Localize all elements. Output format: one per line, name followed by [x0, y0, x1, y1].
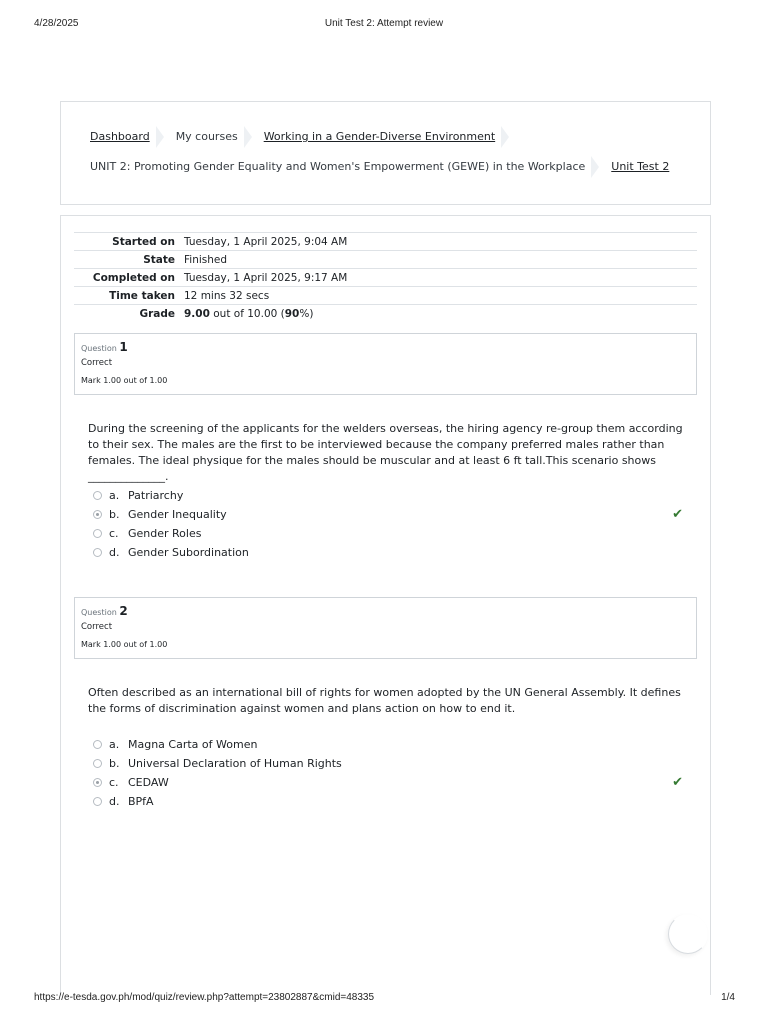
breadcrumb-row-1: [90, 126, 521, 148]
attempt-review: [60, 215, 711, 995]
breadcrumb: [60, 101, 711, 205]
check-icon: ✔: [672, 507, 683, 522]
print-title: Unit Test 2: Attempt review: [324, 18, 444, 29]
breadcrumb-unit[interactable]: UNIT 2: Promoting Gender Equality and Women's Empowerment (GEWE) in the Workplace: [90, 160, 586, 173]
answer-letter: b.: [109, 508, 120, 521]
chevron-right-icon: [244, 126, 252, 148]
answer-option[interactable]: [93, 505, 683, 524]
answer-option[interactable]: [93, 773, 683, 792]
answer-list-1: [93, 486, 683, 562]
radio-button[interactable]: [93, 529, 102, 538]
answer-option[interactable]: [93, 543, 683, 562]
completed-value: Tuesday, 1 April 2025, 9:17 AM: [179, 269, 697, 287]
breadcrumb-unit-test[interactable]: Unit Test 2: [611, 160, 670, 173]
check-icon: ✔: [672, 775, 683, 790]
answer-text: Universal Declaration of Human Rights: [128, 757, 342, 770]
attempt-summary-table: [74, 232, 697, 323]
answer-list-2: [93, 735, 683, 811]
question-state: Correct: [81, 622, 113, 632]
question-mark: Mark 1.00 out of 1.00: [81, 640, 168, 649]
answer-text: CEDAW: [128, 776, 169, 789]
print-header: [0, 18, 768, 32]
table-row: [74, 287, 697, 305]
answer-letter: b.: [109, 757, 120, 770]
table-row: [74, 269, 697, 287]
question-num: 2: [119, 604, 128, 618]
grade-percent: 90: [284, 307, 300, 320]
table-row: [74, 233, 697, 251]
question-mark: Mark 1.00 out of 1.00: [81, 376, 168, 385]
chevron-right-icon: [591, 156, 599, 178]
grade-close: %): [299, 307, 314, 320]
question-label: Question: [81, 608, 117, 617]
print-footer: [0, 992, 768, 1006]
answer-option[interactable]: [93, 524, 683, 543]
breadcrumb-course[interactable]: Working in a Gender-Diverse Environment: [263, 130, 496, 143]
radio-button-selected[interactable]: [93, 510, 102, 519]
started-value: Tuesday, 1 April 2025, 9:04 AM: [179, 233, 697, 251]
radio-button[interactable]: [93, 759, 102, 768]
started-label: Started on: [74, 233, 179, 251]
answer-text: Gender Roles: [128, 527, 202, 540]
answer-option[interactable]: [93, 792, 683, 811]
table-row: [74, 305, 697, 323]
print-page-number: 1/4: [721, 992, 735, 1003]
question-info-1: [74, 333, 697, 395]
answer-text: Gender Subordination: [128, 546, 249, 559]
question-text-2: Often described as an international bill of rights for women adopted by the UN General Assembly. It defines the forms of discrimination against women and plans action on how to end it.: [88, 686, 681, 715]
table-row: [74, 251, 697, 269]
print-url: https://e-tesda.gov.ph/mod/quiz/review.php?attempt=23802887&cmid=48335: [34, 992, 375, 1003]
answer-letter: c.: [109, 776, 119, 789]
print-date: 4/28/2025: [34, 18, 79, 29]
breadcrumb-my-courses[interactable]: My courses: [175, 130, 238, 143]
state-label: State: [74, 251, 179, 269]
grade-label: Grade: [74, 305, 179, 323]
answer-text: Gender Inequality: [128, 508, 227, 521]
answer-option[interactable]: [93, 754, 683, 773]
completed-label: Completed on: [74, 269, 179, 287]
grade-out-of: out of 10.00 (: [209, 307, 285, 320]
radio-button[interactable]: [93, 491, 102, 500]
radio-button-selected[interactable]: [93, 778, 102, 787]
breadcrumb-dashboard[interactable]: Dashboard: [90, 130, 150, 143]
time-taken-value: 12 mins 32 secs: [179, 287, 697, 305]
chevron-right-icon: [156, 126, 164, 148]
radio-button[interactable]: [93, 548, 102, 557]
answer-text: Magna Carta of Women: [128, 738, 258, 751]
question-label: Question: [81, 344, 117, 353]
answer-letter: a.: [109, 489, 120, 502]
answer-letter: d.: [109, 795, 120, 808]
chevron-right-icon: [501, 126, 509, 148]
grade-value: [179, 305, 697, 323]
answer-text: Patriarchy: [128, 489, 184, 502]
loading-spinner-icon: [668, 914, 708, 954]
question-number: [81, 604, 690, 618]
radio-button[interactable]: [93, 740, 102, 749]
time-taken-label: Time taken: [74, 287, 179, 305]
answer-letter: a.: [109, 738, 120, 751]
question-state: Correct: [81, 358, 113, 368]
question-num: 1: [119, 340, 128, 354]
radio-button[interactable]: [93, 797, 102, 806]
answer-option[interactable]: [93, 735, 683, 754]
answer-letter: c.: [109, 527, 119, 540]
question-info-2: [74, 597, 697, 659]
answer-text: BPfA: [128, 795, 154, 808]
answer-option[interactable]: [93, 486, 683, 505]
state-value: Finished: [179, 251, 697, 269]
breadcrumb-row-2: [90, 156, 669, 178]
answer-letter: d.: [109, 546, 120, 559]
question-number: [81, 340, 690, 354]
grade-score: 9.00: [184, 307, 210, 320]
question-text-1: During the screening of the applicants for the welders overseas, the hiring agency re-group them according to their sex. The males are the first to be interviewed because the company preferred males rather than females. The ideal physique for the males should be muscular and at least 6 ft tall.This scenario shows ______________.: [88, 422, 683, 483]
